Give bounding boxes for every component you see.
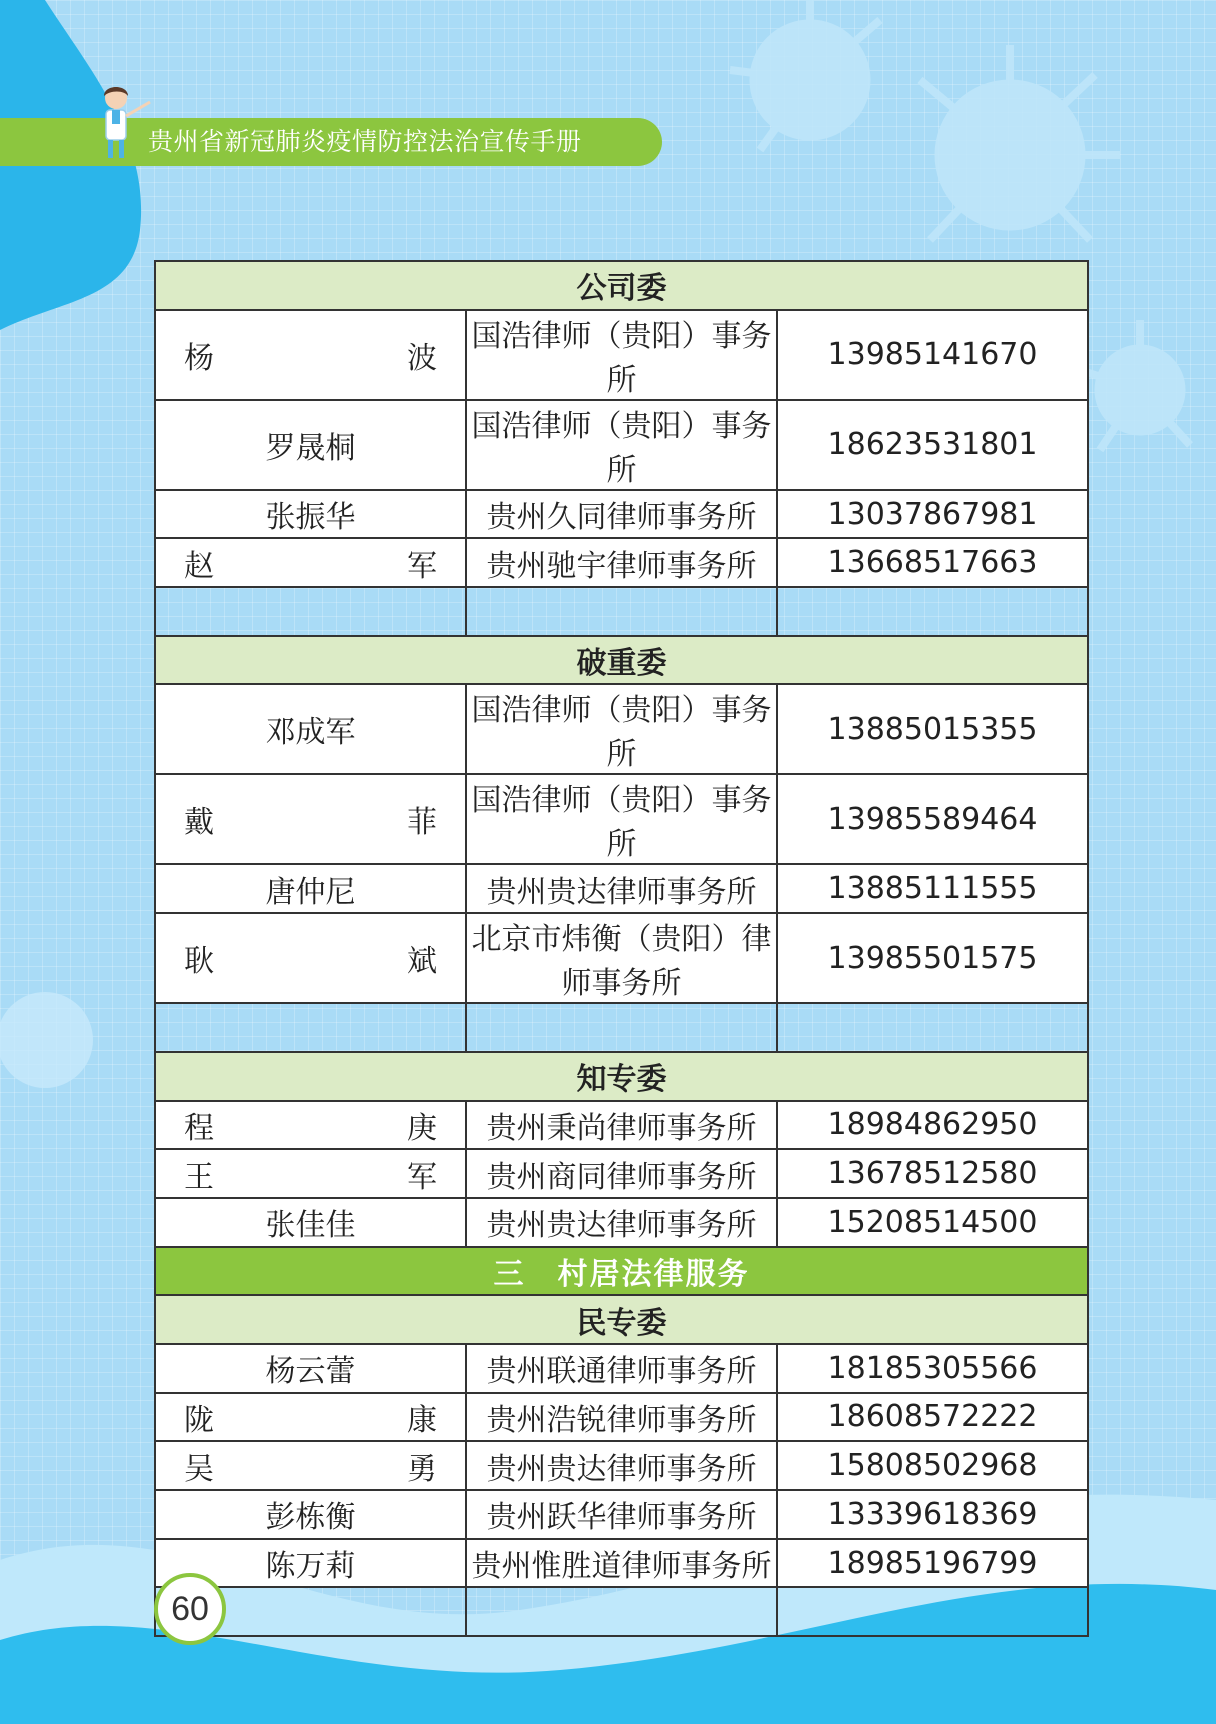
table-row: [155, 1149, 1088, 1198]
law-firm: 国浩律师（贵阳）事务所: [466, 400, 777, 490]
phone-number: 13985501575: [777, 913, 1088, 1003]
table-row: [155, 913, 1088, 1003]
phone-number: 13668517663: [777, 538, 1088, 587]
lawyer-name: 王 军: [155, 1149, 466, 1198]
category-title: 公司委: [155, 261, 1088, 310]
law-firm: 国浩律师（贵阳）事务所: [466, 774, 777, 864]
law-firm: 贵州跃华律师事务所: [466, 1490, 777, 1539]
law-firm: 贵州贵达律师事务所: [466, 864, 777, 913]
empty-cell: [466, 1587, 777, 1636]
section-header-row: [155, 1247, 1088, 1296]
law-firm: 贵州久同律师事务所: [466, 490, 777, 539]
category-header-row: [155, 1052, 1088, 1101]
empty-cell: [155, 1003, 466, 1052]
category-title: 民专委: [155, 1295, 1088, 1344]
lawyer-name: 程 庚: [155, 1101, 466, 1150]
spacer-row: [155, 1003, 1088, 1052]
phone-number: 13339618369: [777, 1490, 1088, 1539]
doctor-mascot-icon: [94, 84, 154, 162]
phone-number: 13037867981: [777, 490, 1088, 539]
lawyer-name: 赵 军: [155, 538, 466, 587]
empty-cell: [777, 1587, 1088, 1636]
lawyer-name: 彭栋衡: [155, 1490, 466, 1539]
lawyer-name: 戴 菲: [155, 774, 466, 864]
lawyer-name: 张振华: [155, 490, 466, 539]
table-row: [155, 538, 1088, 587]
empty-cell: [466, 587, 777, 636]
header-title: 贵州省新冠肺炎疫情防控法治宣传手册: [148, 127, 582, 156]
table-row: [155, 1344, 1088, 1393]
phone-number: 18608572222: [777, 1393, 1088, 1442]
category-title: 知专委: [155, 1052, 1088, 1101]
table-row: [155, 1490, 1088, 1539]
lawyer-name: 陇 康: [155, 1393, 466, 1442]
phone-number: 18185305566: [777, 1344, 1088, 1393]
empty-cell: [466, 1003, 777, 1052]
phone-number: 18985196799: [777, 1539, 1088, 1588]
table-row: [155, 1198, 1088, 1247]
phone-number: 13985589464: [777, 774, 1088, 864]
table-row: [155, 1441, 1088, 1490]
law-firm: 贵州联通律师事务所: [466, 1344, 777, 1393]
phone-number: 18623531801: [777, 400, 1088, 490]
empty-cell: [155, 587, 466, 636]
law-firm: 贵州商同律师事务所: [466, 1149, 777, 1198]
phone-number: 13885111555: [777, 864, 1088, 913]
spacer-row: [155, 587, 1088, 636]
table-row: [155, 310, 1088, 400]
law-firm: 贵州浩锐律师事务所: [466, 1393, 777, 1442]
table-row: [155, 1393, 1088, 1442]
phone-number: 15208514500: [777, 1198, 1088, 1247]
law-firm: 北京市炜衡（贵阳）律师事务所: [466, 913, 777, 1003]
spacer-row: [155, 1587, 1088, 1636]
phone-number: 13985141670: [777, 310, 1088, 400]
table-row: [155, 864, 1088, 913]
lawyer-name: 杨云蕾: [155, 1344, 466, 1393]
law-firm: 贵州秉尚律师事务所: [466, 1101, 777, 1150]
lawyer-name: 张佳佳: [155, 1198, 466, 1247]
empty-cell: [777, 1003, 1088, 1052]
lawyer-directory-table: [154, 260, 1089, 1637]
empty-cell: [777, 587, 1088, 636]
lawyer-name: 杨 波: [155, 310, 466, 400]
lawyer-name: 邓成军: [155, 684, 466, 774]
phone-number: 15808502968: [777, 1441, 1088, 1490]
law-firm: 国浩律师（贵阳）事务所: [466, 310, 777, 400]
category-header-row: [155, 261, 1088, 310]
table-row: [155, 684, 1088, 774]
category-header-row: [155, 1295, 1088, 1344]
law-firm: 贵州贵达律师事务所: [466, 1441, 777, 1490]
lawyer-name: 罗晟桐: [155, 400, 466, 490]
phone-number: 13885015355: [777, 684, 1088, 774]
table-row: [155, 1101, 1088, 1150]
law-firm: 贵州驰宇律师事务所: [466, 538, 777, 587]
law-firm: 贵州惟胜道律师事务所: [466, 1539, 777, 1588]
table-row: [155, 400, 1088, 490]
table-row: [155, 774, 1088, 864]
page-number: 60: [154, 1573, 226, 1645]
section-title: 三 村居法律服务: [155, 1247, 1088, 1296]
table-row: [155, 1539, 1088, 1588]
category-title: 破重委: [155, 636, 1088, 685]
table-body: [155, 261, 1088, 1636]
lawyer-name: 耿 斌: [155, 913, 466, 1003]
lawyer-name: 吴 勇: [155, 1441, 466, 1490]
phone-number: 13678512580: [777, 1149, 1088, 1198]
table-row: [155, 490, 1088, 539]
lawyer-name: 陈万莉: [155, 1539, 466, 1588]
law-firm: 国浩律师（贵阳）事务所: [466, 684, 777, 774]
category-header-row: [155, 636, 1088, 685]
law-firm: 贵州贵达律师事务所: [466, 1198, 777, 1247]
phone-number: 18984862950: [777, 1101, 1088, 1150]
decor-circle: [0, 992, 93, 1088]
lawyer-name: 唐仲尼: [155, 864, 466, 913]
